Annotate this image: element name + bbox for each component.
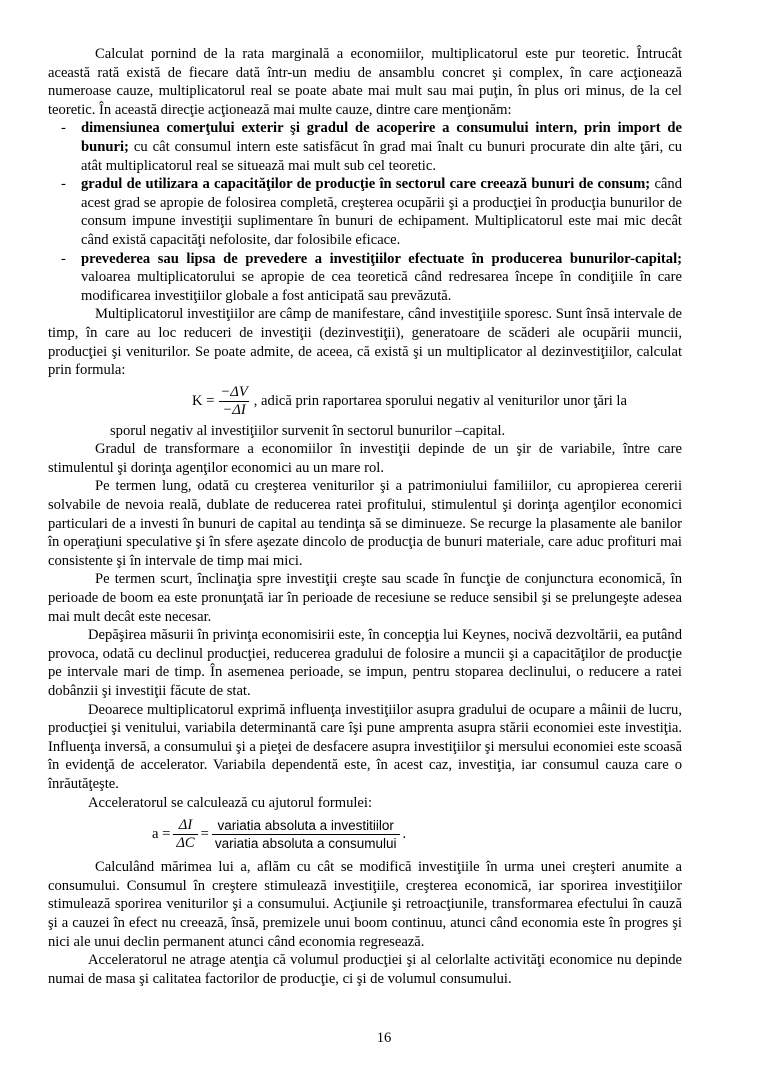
paragraph-transformare: Gradul de transformare a economiilor în investiţii depinde de un şir de variabile, între care stimulentul şi dorinţa agenţilor economici au un mare rol. [48,441,682,476]
formula-k-fraction [217,384,250,419]
formula-k-denominator: −ΔI [219,401,248,419]
formula-a-fraction-text [212,817,400,852]
list-dash: - [61,250,66,267]
list-item-heading: gradul de utilizara a capacităţilor de producţie în sectorul care creează bunuri de consum; [81,176,651,193]
formula-a-fraction-symbolic [173,817,197,852]
formula-k-tail: , adică prin raportarea sporului negativ al veniturilor unor ţări la [253,393,627,410]
paragraph-keynes: Depăşirea măsurii în privinţa economisirii este, în concepţia lui Keynes, nocivă dezvoltării, ea putând provoca, odată cu declinul producţiei, reducerea gradului de folosire a muncii şi a capacităţilor de producţie pe intervale mari de timp. În asemenea perioade, se impun, pentru stoparea declinului, o reducere a ratei dobânzii şi investiţii făcute de stat. [48,627,682,699]
formula-a-text-denominator: variatia absoluta a consumului [212,834,400,852]
list-item [48,250,682,306]
list-item [48,175,682,249]
formula-a-end: . [402,825,407,842]
paragraph-concluzie: Acceleratorul ne atrage atenţia că volumul producţiei şi al celorlalte activităţi economice nu depinde numai de masa şi calitatea factorilor de producţie, ci şi de volumul consumului. [48,952,682,987]
list-item-text: când acest grad se apropie de folosirea completă, creşterea ocupării şi a producţiei în producţia bunurilor de consum impune investiţii suplimentare în bunuri de echipament. Multiplicatorul este mai mic decât când există capacităţi nefolosite, dar folosibile eficace. [81,176,682,248]
paragraph-multiplicator: Deoarece multiplicatorul exprimă influenţa investiţiilor asupra gradului de ocupare a mâinii de lucru, producţiei şi venitului, variabila determinantă care îşi pune amprenta asupra stării economiei este investiţia. Influenţa inversă, a consumului şi a pieţei de desfacere asupra investiţiilor şi mersului economiei este scoasă în evidenţă de accelerator. Variabila dependentă este, în acest caz, investiţia, iar consumul cauza care o înrăutăţeşte. [48,701,682,792]
paragraph-dezinvestitii: Multiplicatorul investiţiilor are câmp de manifestare, când investiţiile sporesc. Sunt însă intervale de timp, în care au loc reduceri de investiţii (dezinvestiţii), generatoare de scăderi ale ocupării muncii, producţiei şi veniturilor. Se poate admite, de aceea, că există şi un multiplicator al dezinvestiţiilor, calculat prin formula: [48,306,682,379]
formula-a-text-numerator: variatia absoluta a investitiilor [217,817,394,833]
list-item-heading: prevederea sau lipsa de prevedere a investiţiilor efectuate în producerea bunurilor-capital; [81,250,682,267]
list-item-text: cu cât consumul intern este satisfăcut în grad mai înalt cu bunuri procurate din alte ţări, cu atât multiplicatorul real se situează mai mult sub cel teoretic. [81,138,682,174]
list-item-heading: dimensiunea comerţului exterir şi gradul de acoperire a consumului intern, prin import de bunuri; [81,120,682,155]
paragraph-accelerator-intro: Acceleratorul se calculează cu ajutorul formulei: [88,794,373,811]
paragraph-intro: Calculat pornind de la rata marginală a economiilor, multiplicatorul este pur teoretic. Întrucât această rată există de fiecare dată într-un mediu de ansamblu concret şi complex, în care acţionează numeroase cauze, multiplicatorul real se poate abate mai mult sau mai puţin, în plus ori minus, de la cel teoretic. În această direcţie acţionează mai multe cauze, dintre care menţionăm: [48,46,682,118]
formula-a-equals: = [200,825,209,842]
formula-k-lhs: K = [192,393,215,410]
paragraph-termen-lung: Pe termen lung, odată cu creşterea veniturilor şi a patrimoniului familiilor, cu apropierea cererii solvabile de nevoia reală, dublate de reducerea ratei profitului, stimulentul şi dorinţa agenţilor economici particulari de a investi în bunuri de capital au tendinţa să se diminueze. Se recurge la plasamente ale banilor în operaţiuni speculative şi în sfere aşezate dincolo de producţia de bunuri materiale, care aduc profituri mai consistente şi în intervale de timp mai mici. [48,478,682,569]
document-body [48,45,682,988]
list-dash: - [61,120,66,137]
formula-a-denominator: ΔC [173,834,197,852]
formula-a-lhs: a = [152,825,171,842]
list-item-text: valoarea multiplicatorului se apropie de cea teoretică când redresarea începe în condiţiile în care modificarea investiţiilor globale a fost anticipată sau prevăzută. [81,269,682,304]
formula-k-continuation: sporul negativ al investiţiilor survenit în sectorul bunurilor –capital. [110,422,506,439]
page-number: 16 [376,1030,392,1046]
list-dash: - [61,176,66,193]
formula-a-numerator: ΔI [178,816,193,833]
paragraph-calcul: Calculând mărimea lui a, aflăm cu cât se modifică investiţiile în urma unei creşteri anumite a consumului. Consumul în creştere stimulează investiţiile, creşterea economică, iar sporirea investiţiilor stimulează sporirea veniturilor şi a consumului. Acţiunile şi retroacţiunile, transformarea efectului în cauză şi a cauzei în efect nu creează, însă, premizele unui boom continuu, atunci când economia este în progres şi nici ale unui declin permanent atunci când economia regresează. [48,859,682,950]
list-item [48,119,682,175]
formula-k-numerator: −ΔV [220,384,248,401]
formula-k [48,382,682,422]
paragraph-termen-scurt: Pe termen scurt, înclinaţia spre investiţii creşte sau scade în funcţie de conjunctura economică, în perioade de boom ea este pronunţată iar în perioade de recesiune se reduce sensibil şi se prelungeşte adesea mai mult decât este necesar. [48,571,682,625]
formula-accelerator [152,812,682,856]
